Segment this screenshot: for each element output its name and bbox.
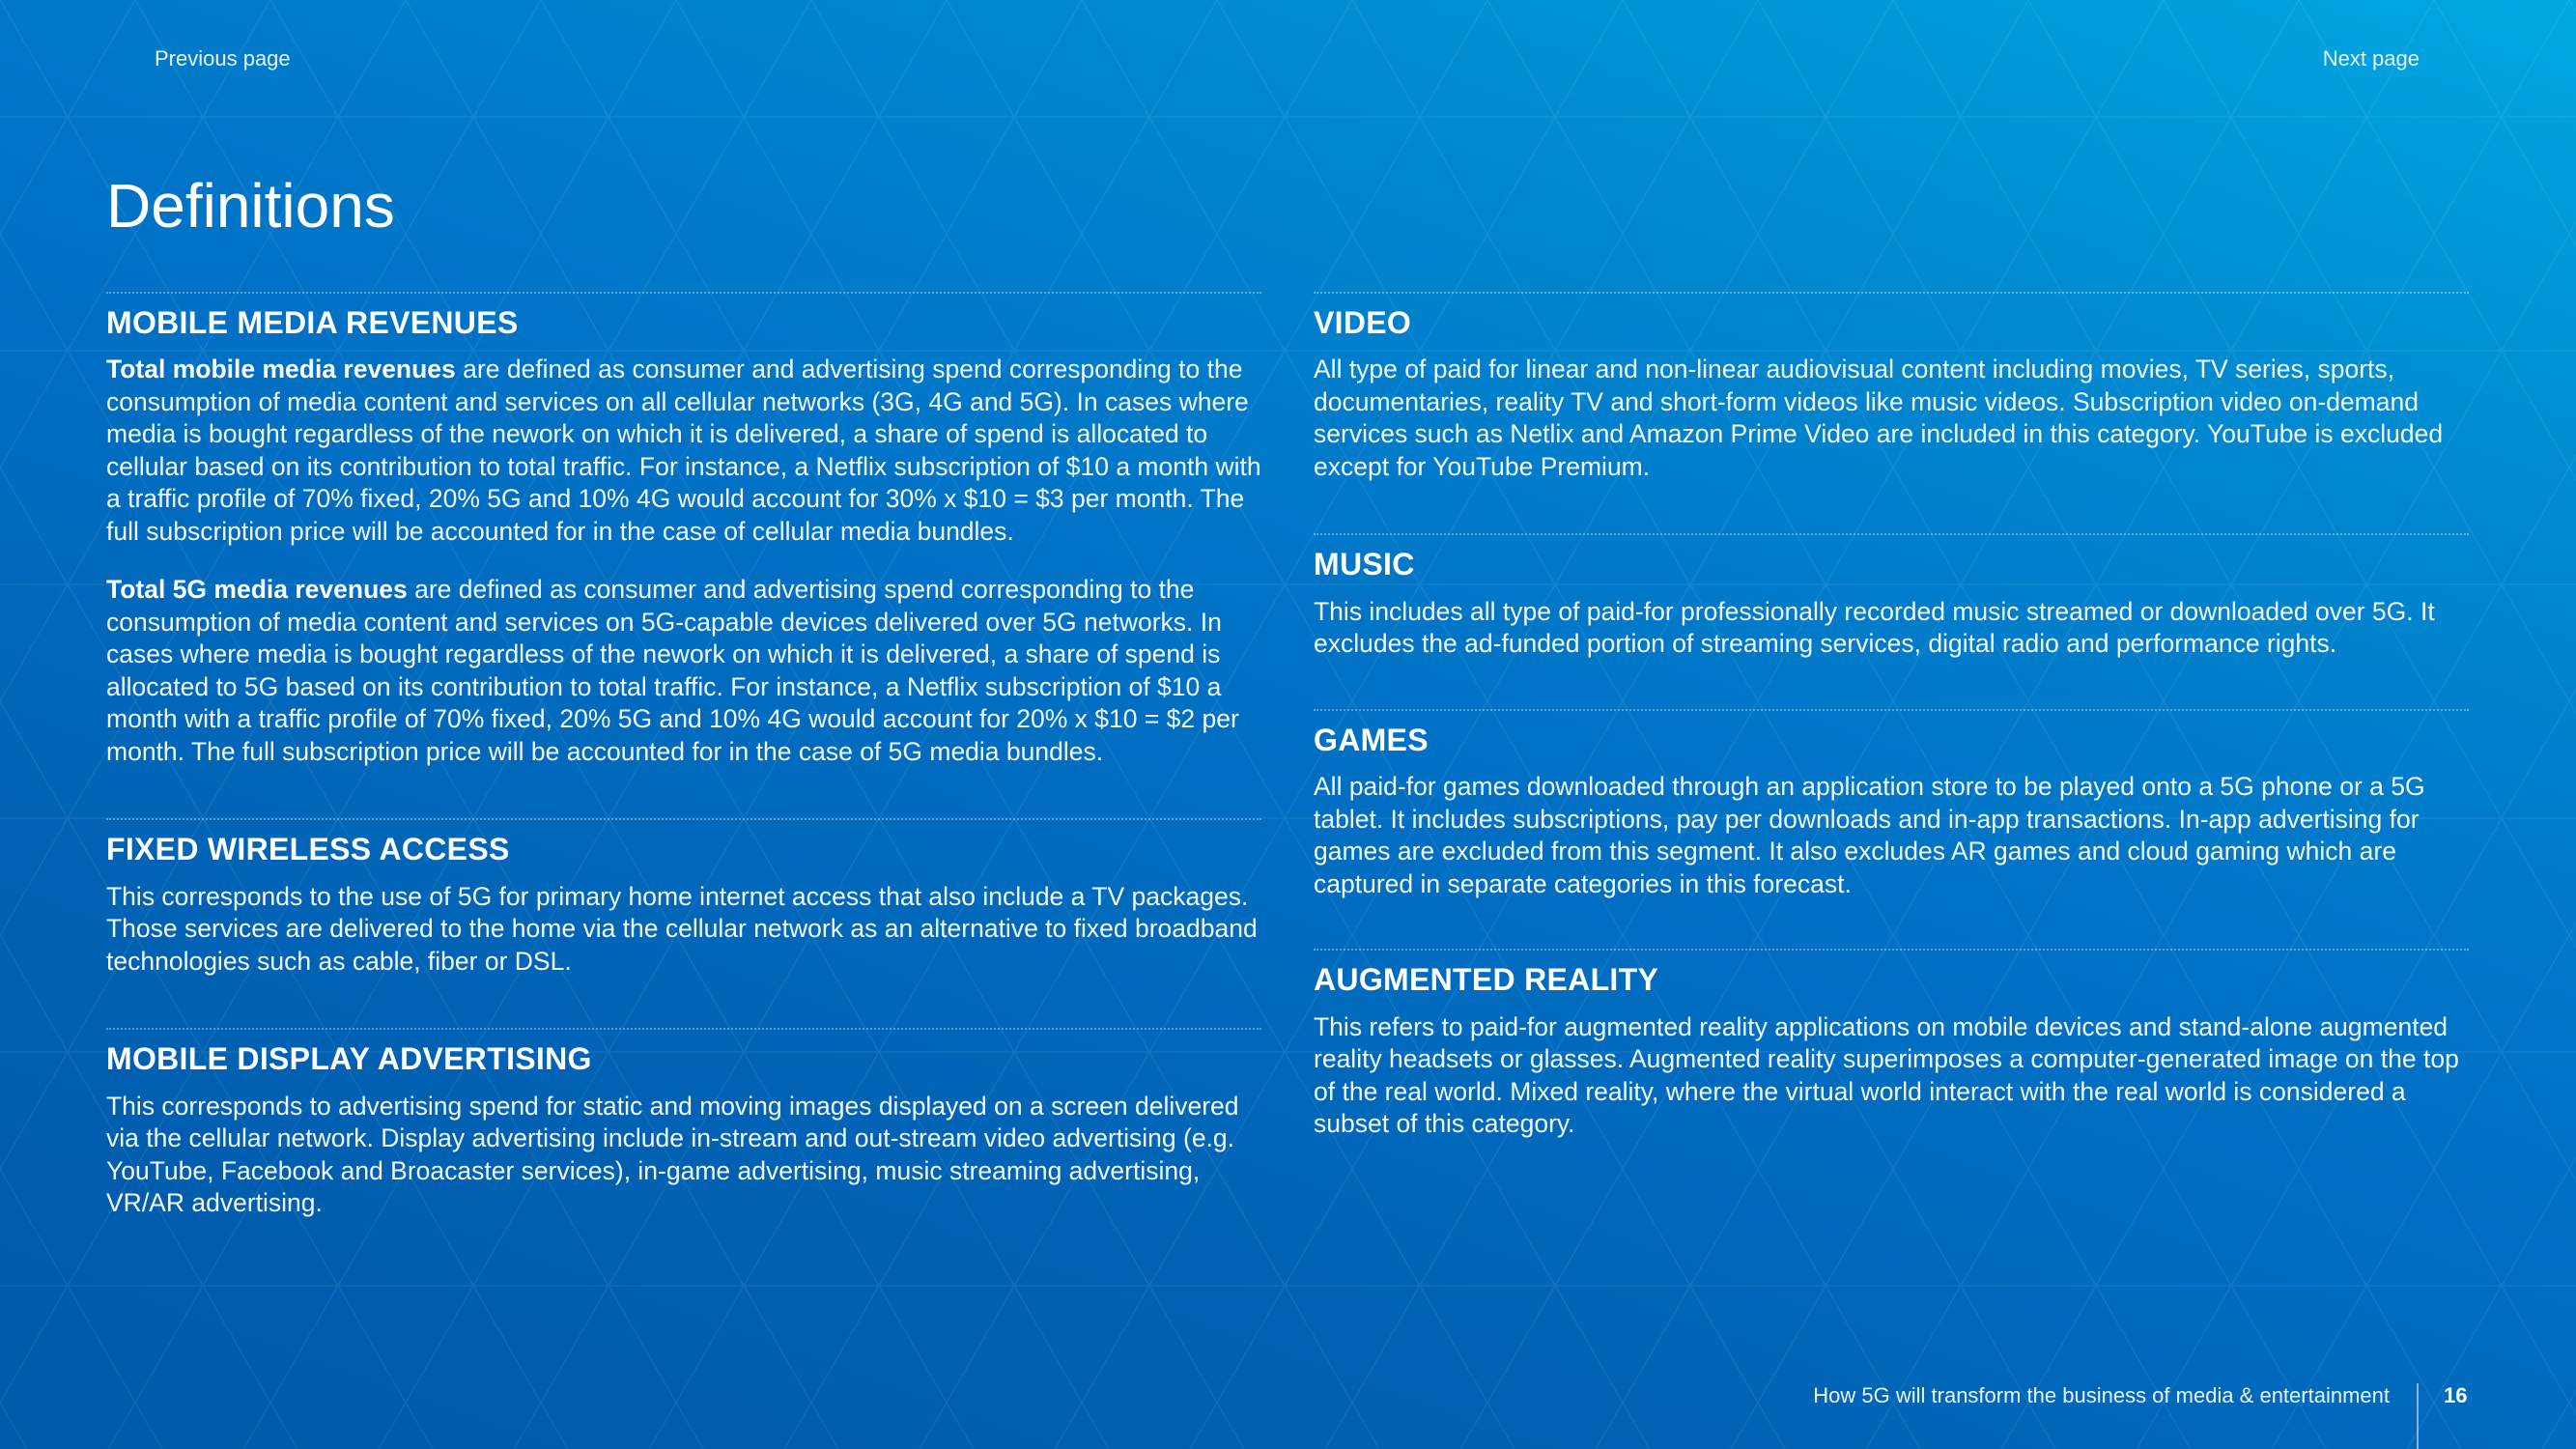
section-games: [1314, 709, 2469, 900]
page-title: Definitions: [106, 171, 395, 241]
right-column: [1314, 292, 2469, 1141]
definition-text: All paid-for games downloaded through an application store to be played onto a 5G phone or a 5G tablet. It includes subscriptions, pay per downloads and in-app transactions. In-app advertising for games are excluded from this segment. It also excludes AR games and cloud gaming which are captured in separate categories in this forecast.: [1314, 772, 2425, 898]
definition-total-5g-media: [106, 574, 1261, 768]
definition-text: All type of paid for linear and non-linear audiovisual content including movies, TV series, sports, documentaries, reality TV and short-form videos like music videos. Subscription video on-demand services such as Netlix and Amazon Prime Video are included in this category. YouTube is excluded except for YouTube Premium.: [1314, 355, 2444, 481]
definition-text: are defined as consumer and advertising spend corresponding to the consumption of media content and services on all cellular networks (3G, 4G and 5G). In cases where media is bought regardless of the nework on which it is delivered, a share of spend is allocated to cellular based on its contribution to total traffic. For instance, a Netflix subscription of $10 a month with a traffic profile of 70% fixed, 20% 5G and 10% 4G would account for 30% x $10 = $3 per month. The full subscription price will be accounted for in the case of cellular media bundles.: [106, 355, 1261, 546]
term-label: Total mobile media revenues: [106, 355, 456, 384]
section-heading: MUSIC: [1314, 547, 1415, 582]
footer-document-title: How 5G will transform the business of media & entertainment: [1813, 1383, 2390, 1407]
section-video: [1314, 292, 2469, 483]
section-heading: MOBILE MEDIA REVENUES: [106, 305, 519, 340]
section-heading: GAMES: [1314, 722, 1429, 757]
page-number: 16: [2444, 1383, 2468, 1407]
definition-text: are defined as consumer and advertising spend corresponding to the consumption of media content and services on 5G-capable devices delivered over 5G networks. In cases where media is bought regardless of the nework on which it is delivered, a share of spend is allocated to 5G based on its contribution to total traffic. For instance, a Netflix subscription of $10 a month with a traffic profile of 70% fixed, 20% 5G and 10% 4G would account for 20% x $10 = $2 per month. The full subscription price will be accounted for in the case of 5G media bundles.: [106, 575, 1239, 766]
section-heading: FIXED WIRELESS ACCESS: [106, 832, 510, 867]
definition-text: This corresponds to the use of 5G for primary home internet access that also include a TV packages. Those services are delivered to the home via the cellular network as an alternative to fixed broadband technologies such as cable, fiber or DSL.: [106, 881, 1258, 976]
section-augmented-reality: [1314, 949, 2469, 1140]
next-page-link[interactable]: Next page: [2322, 46, 2420, 71]
term-label: Total 5G media revenues: [106, 575, 408, 605]
section-heading: AUGMENTED REALITY: [1314, 962, 1659, 998]
definition-text: This corresponds to advertising spend for static and moving images displayed on a screen delivered via the cellular network. Display advertising include in-stream and out-stream video advertising (e.g. YouTube, Facebook and Broacaster services), in-game advertising, music streaming advertising, VR/AR advertising.: [106, 1091, 1239, 1218]
footer-divider: [2417, 1383, 2419, 1449]
section-heading: VIDEO: [1314, 305, 1412, 340]
section-mobile-display-advertising: [106, 1028, 1261, 1219]
left-column: [106, 292, 1261, 1220]
section-mobile-media-revenues: [106, 292, 1261, 768]
section-heading: MOBILE DISPLAY ADVERTISING: [106, 1041, 592, 1077]
previous-page-link[interactable]: Previous page: [155, 46, 291, 71]
definition-total-mobile-media: [106, 354, 1261, 548]
definition-text: This includes all type of paid-for professionally recorded music streamed or downloaded over 5G. It excludes the ad-funded portion of streaming services, digital radio and performance rights.: [1314, 596, 2435, 659]
definition-text: This refers to paid-for augmented reality applications on mobile devices and stand-alone augmented reality headsets or glasses. Augmented reality superimposes a computer-generated image on the top of the real world. Mixed reality, where the virtual world interact with the real world is considered a subset of this category.: [1314, 1011, 2459, 1139]
section-fixed-wireless-access: [106, 818, 1261, 978]
section-music: [1314, 533, 2469, 660]
